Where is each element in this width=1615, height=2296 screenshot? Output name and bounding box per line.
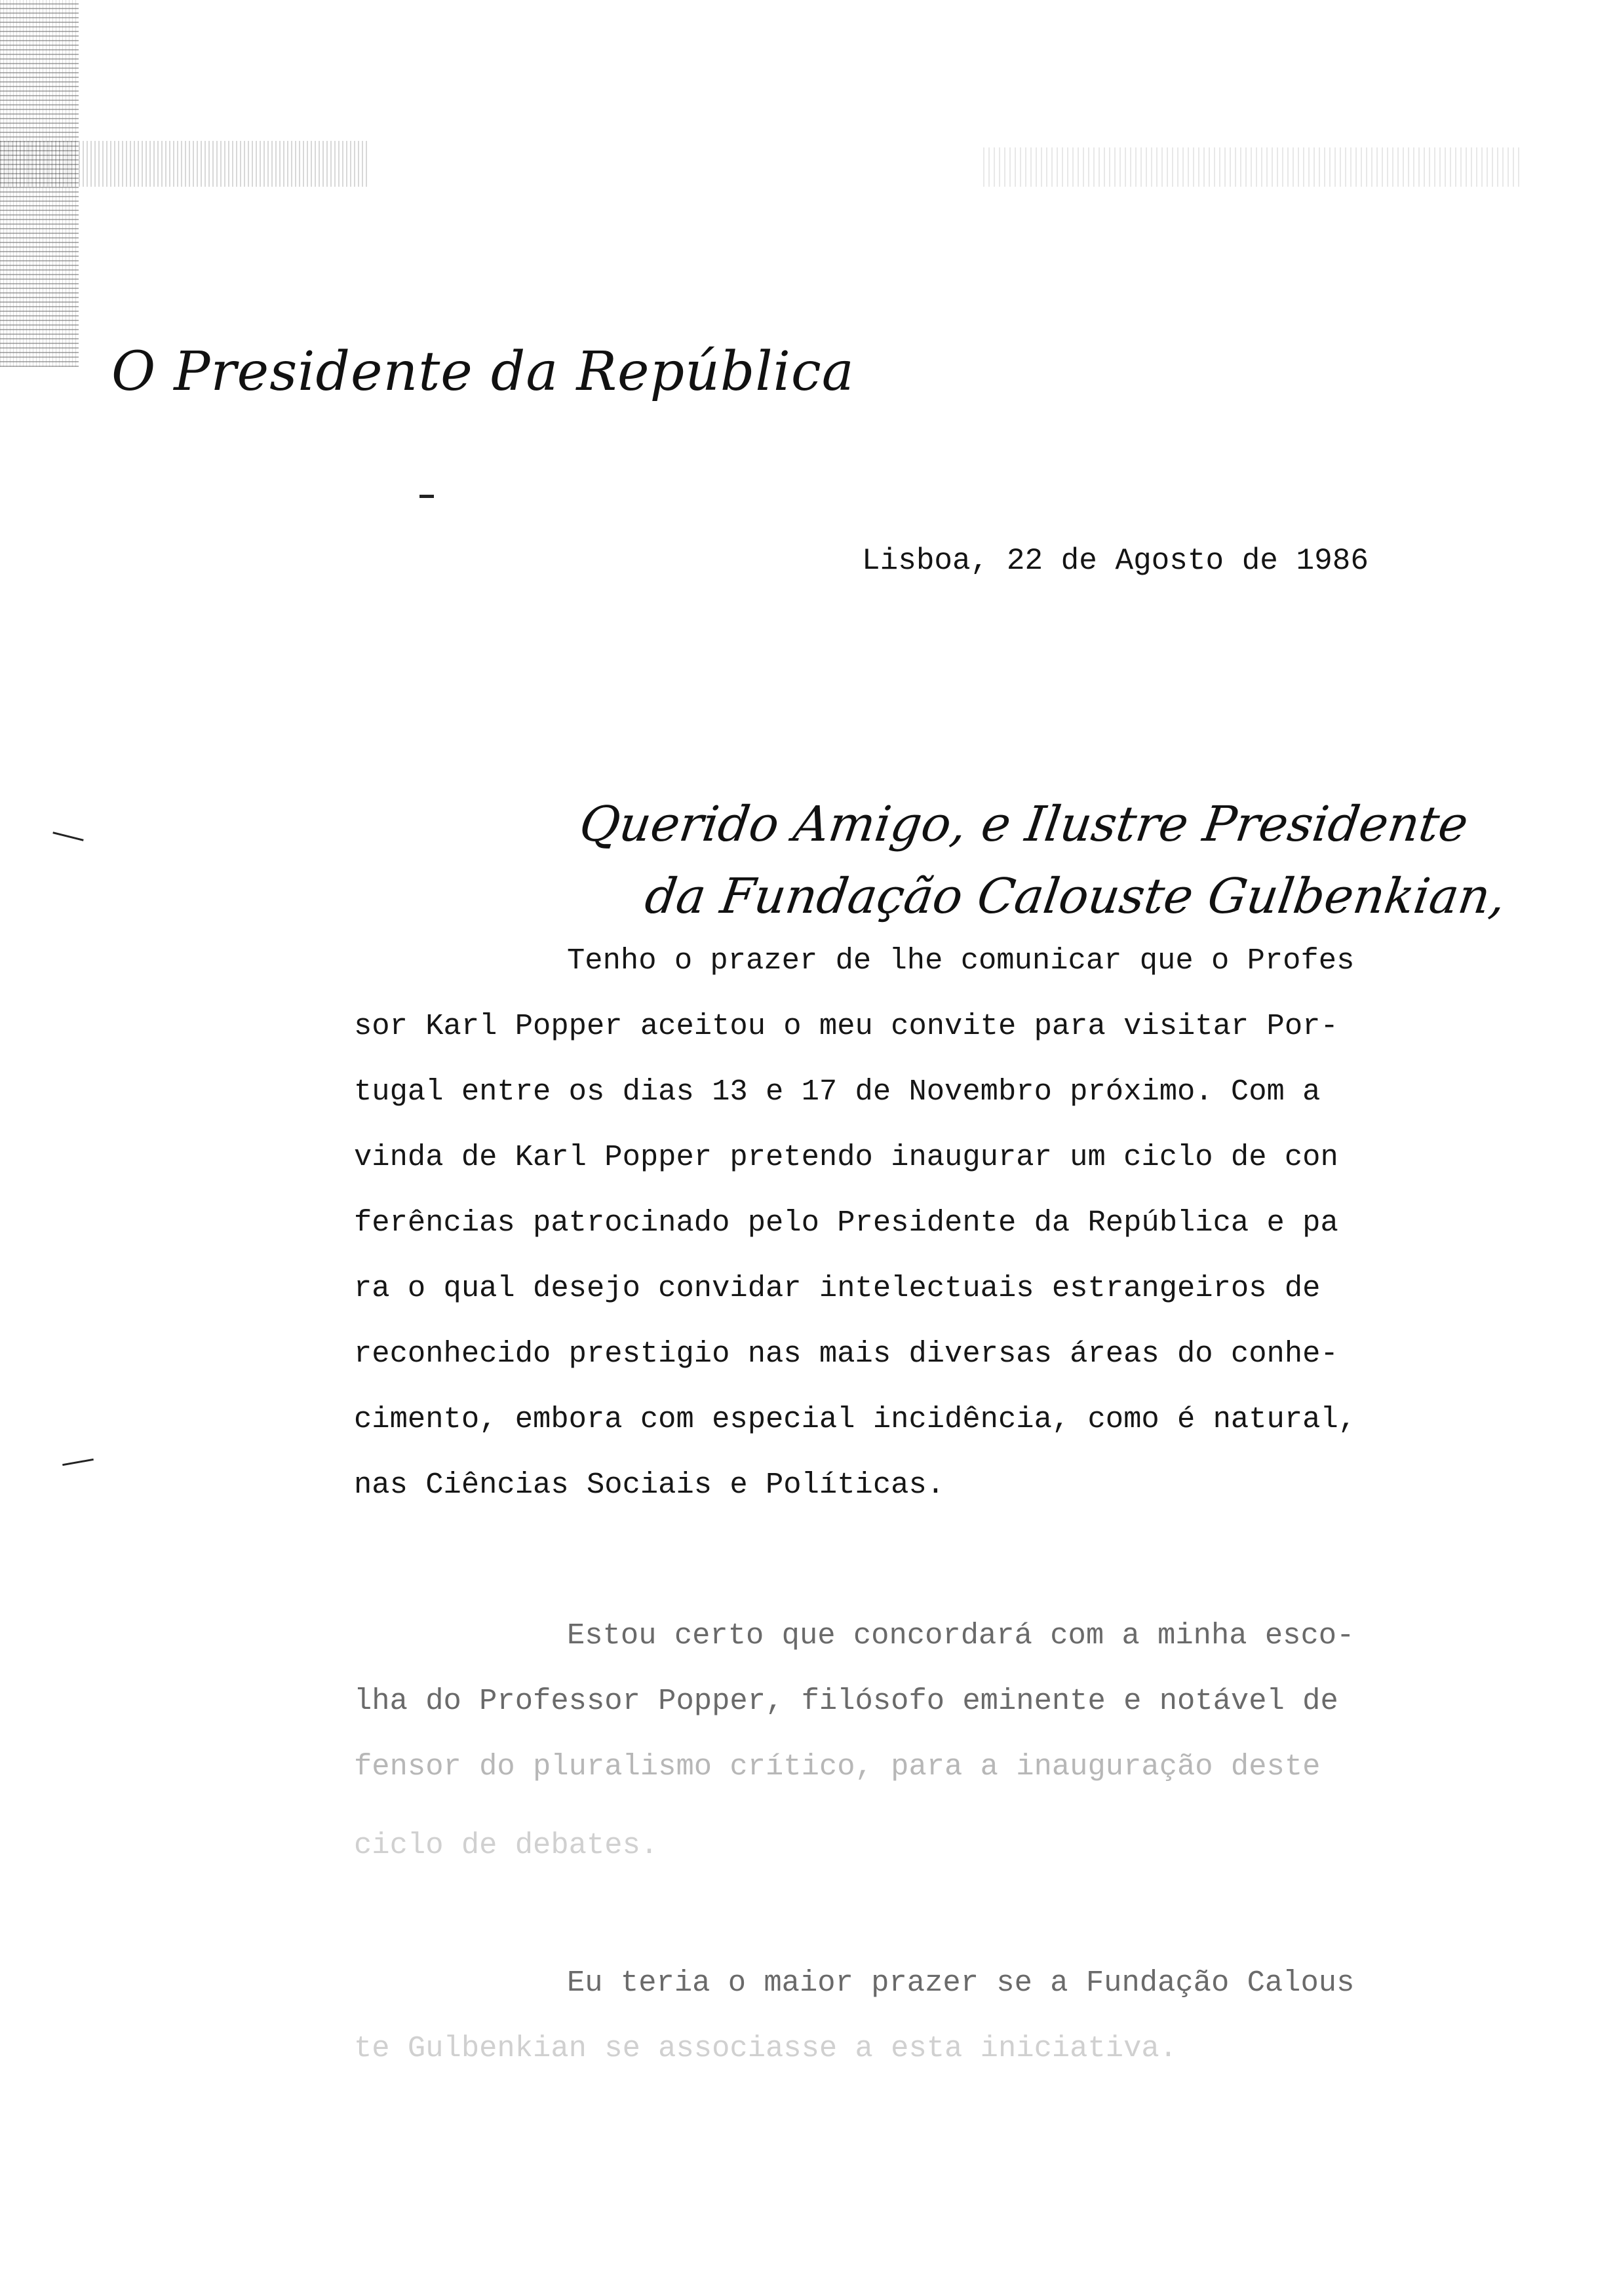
letterhead: O Presidente da República (111, 341, 855, 403)
paragraph-3-line: te Gulbenkian se associasse a esta iniciativa. (354, 2031, 1178, 2065)
paragraph-3-line: Eu teria o maior prazer se a Fundação Calous (567, 1966, 1355, 2000)
paragraph-2-line: ciclo de debates. (354, 1828, 659, 1862)
scan-noise-band (0, 141, 367, 187)
scan-noise-right (983, 147, 1521, 187)
paragraph-1-line: nas Ciências Sociais e Políticas. (354, 1468, 945, 1502)
paragraph-1-line: sor Karl Popper aceitou o meu convite para visitar Por- (354, 1009, 1338, 1043)
paragraph-1-line: vinda de Karl Popper pretendo inaugurar um ciclo de con (354, 1140, 1338, 1174)
date-line: Lisboa, 22 de Agosto de 1986 (862, 544, 1369, 578)
paragraph-1-line: cimento, embora com especial incidência, como é natural, (354, 1402, 1357, 1436)
paragraph-1-line: Tenho o prazer de lhe comunicar que o Profes (567, 944, 1355, 978)
paragraph-1-line: reconhecido prestigio nas mais diversas áreas do conhe- (354, 1337, 1338, 1371)
scan-mark (419, 495, 434, 498)
paragraph-2-line: fensor do pluralismo crítico, para a inauguração deste (354, 1750, 1321, 1784)
paragraph-2-line: Estou certo que concordará com a minha esco- (567, 1618, 1355, 1653)
paragraph-1-line: ra o qual desejo convidar intelectuais estrangeiros de (354, 1271, 1321, 1305)
paragraph-2-line: lha do Professor Popper, filósofo eminente e notável de (354, 1684, 1338, 1718)
paragraph-1-line: tugal entre os dias 13 e 17 de Novembro próximo. Com a (354, 1075, 1321, 1109)
handwritten-salutation-line-2: da Fundação Calouste Gulbenkian, (641, 868, 1509, 925)
paragraph-1-line: ferências patrocinado pelo Presidente da República e pa (354, 1206, 1338, 1240)
handwritten-salutation-line-1: Querido Amigo, e Ilustre Presidente (575, 796, 1472, 852)
scan-mark (52, 832, 83, 841)
scan-mark (62, 1459, 94, 1466)
